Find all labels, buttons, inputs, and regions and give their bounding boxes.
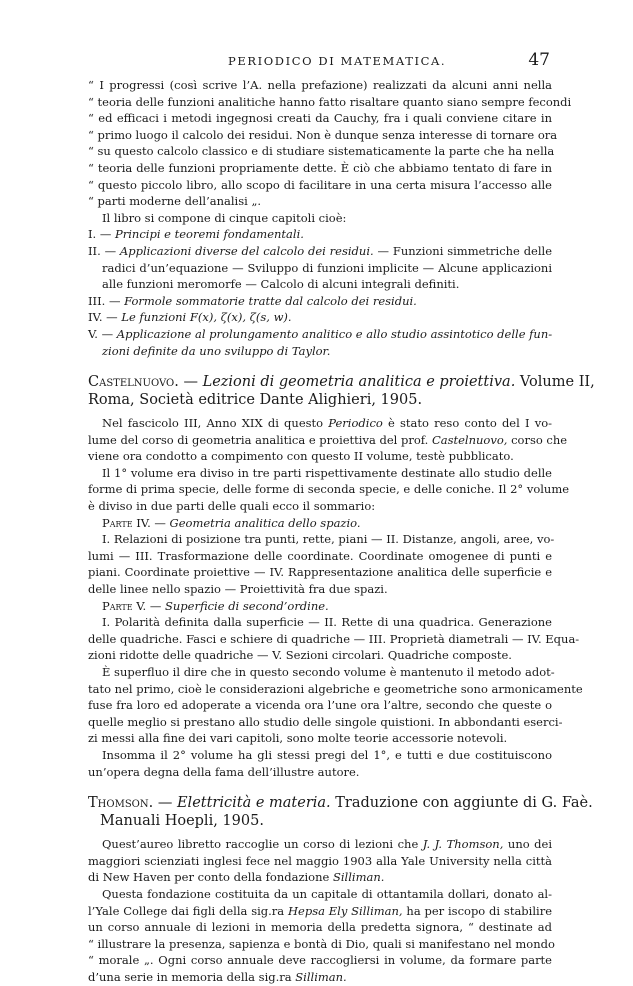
paragraph-line	[88, 869, 552, 886]
review-dash: —	[157, 795, 173, 812]
chapter-5-continued: zioni definite da uno sviluppo di Taylor.	[102, 343, 331, 358]
paragraph-line	[88, 836, 552, 853]
text-run: uno dei	[507, 837, 553, 852]
review-author: Castelnuovo.	[88, 374, 179, 391]
review-thomson	[88, 794, 593, 985]
chapter-2-continued: alle funzioni meromorfe — Calcolo di alcuni integrali definiti.	[102, 277, 460, 292]
chapters-intro: Il libro si compone di cinque capitoli cioè:	[102, 210, 347, 225]
text-run-italic: Castelnuovo,	[431, 432, 508, 447]
paragraph-line	[88, 432, 568, 449]
chapter-3	[88, 293, 552, 310]
review-heading	[88, 794, 593, 812]
paragraph-line: forme di prima specie, delle forme di seconda specie, e delle coniche. Il 2° volume	[88, 482, 570, 497]
paragraph-line: piani. Coordinate proiettive — IV. Rappresentazione analitica delle superficie e	[88, 565, 552, 580]
chapter-4	[88, 309, 552, 326]
chapter-number: IV. —	[88, 310, 118, 325]
paragraph-line: delle quadriche. Fasci e schiere di quadriche — III. Proprietà diametrali — IV. Equa-	[88, 631, 580, 646]
paragraph-line: fuse fra loro ed adoperate a vicenda ora l’une ora l’altre, secondo che queste o	[88, 698, 552, 713]
chapter-text: — Funzioni simmetriche delle	[377, 243, 553, 258]
review-title: Lezioni di geometria analitica e proiettiva.	[202, 374, 516, 391]
text-run-italic: Periodico	[328, 416, 383, 431]
page-body	[88, 77, 595, 986]
quote-line: “ teoria delle funzioni analitiche hanno fatto risaltare quanto siano sempre fecondi	[88, 94, 572, 109]
text-run: d’una serie in memoria della sig.ra	[88, 969, 292, 984]
text-run: lume del corso di geometria analitica e proiettiva del prof.	[88, 432, 429, 447]
quote-line: “ teoria delle funzioni propriamente dette. È ciò che abbiamo tentato di fare in	[88, 160, 552, 175]
review-author: Thomson.	[88, 795, 154, 812]
text-run: Quest’aureo libretto raccoglie un corso di lezioni che	[102, 837, 419, 852]
text-run-italic: Hepsa Ely Silliman,	[288, 903, 403, 918]
part-4-heading	[88, 515, 552, 532]
part-label: Parte V. —	[102, 598, 162, 613]
text-run-italic: J. J. Thomson,	[422, 837, 504, 852]
paragraph-line: “ illustrare la presenza, sapienza e bontà di Dio, quali si manifestano nel mondo	[88, 936, 555, 951]
paragraph-line: Il 1° volume era diviso in tre parti rispettivamente destinate allo studio delle	[102, 465, 552, 480]
text-run: l’Yale College dai figli della sig.ra	[88, 903, 285, 918]
paragraph-line: Questa fondazione costituita da un capitale di ottantamila dollari, donato al-	[102, 886, 552, 901]
text-run: ha per iscopo di stabilire	[406, 903, 552, 918]
paragraph-line: I. Polarità definita dalla superficie — II. Rette di una quadrica. Generazione	[102, 615, 552, 630]
review-publisher: Roma, Società editrice Dante Alighieri, 1905.	[88, 392, 423, 409]
quote-line: “ su questo calcolo classico e di studiare sistematicamente la parte che ha nella	[88, 144, 555, 159]
paragraph-line: è diviso in due parti delle quali ecco il sommario:	[88, 499, 376, 514]
paragraph-line: “ morale „. Ogni corso annuale deve raccogliersi in volume, da formare parte	[88, 953, 552, 968]
page-number: 47	[528, 50, 550, 70]
quote-line: “ questo piccolo libro, allo scopo di facilitare in una certa misura l’accesso alle	[88, 177, 552, 192]
paragraph-line	[88, 903, 552, 920]
paragraph-line: viene ora condotto a compimento con questo II volume, testè pubblicato.	[88, 449, 514, 464]
chapter-number: V. —	[88, 326, 114, 341]
part-5-heading	[88, 598, 552, 615]
chapter-title: Le funzioni F(x), ζ(x), ζ(s, w).	[121, 310, 292, 325]
part-title: Geometria analitica dello spazio.	[169, 515, 361, 530]
part-title: Superficie di second’ordine.	[165, 598, 329, 613]
text-run: è stato reso conto del I vo-	[388, 416, 553, 431]
text-run: di New Haven per conto della fondazione	[88, 870, 330, 885]
review-volume: Volume II,	[519, 374, 595, 391]
quote-line: “ primo luogo il calcolo dei residui. Non è dunque senza interesse di tornare ora	[88, 127, 558, 142]
chapter-5	[88, 326, 552, 343]
chapter-number: II. —	[88, 243, 117, 258]
chapter-2-continued: radici d’un’equazione — Sviluppo di funzioni implicite — Alcune applicazioni	[102, 260, 552, 275]
chapter-title: Applicazioni diverse del calcolo dei residui.	[119, 243, 374, 258]
paragraph-line: zioni ridotte delle quadriche — V. Sezioni circolari. Quadriche composte.	[88, 648, 512, 663]
chapter-title: Applicazione al prolungamento analitico e allo studio assintotico delle fun-	[116, 326, 553, 341]
review-publisher: Manuali Hoepli, 1905.	[100, 813, 264, 830]
paragraph-line: un corso annuale di lezioni in memoria della predetta signora, “ destinate ad	[88, 920, 552, 935]
quote-line: “ I progressi (così scrive l’A. nella prefazione) realizzati da alcuni anni nella	[88, 78, 552, 92]
paragraph-line: È superfluo il dire che in questo secondo volume è mantenuto il metodo adot-	[102, 665, 555, 679]
paragraph-line: zi messi alla fine dei vari capitoli, sono molte teorie accessorie notevoli.	[88, 731, 508, 746]
running-title: PERIODICO DI MATEMATICA.	[228, 54, 447, 68]
review-title: Elettricità e materia.	[176, 795, 331, 812]
text-run-italic: Silliman.	[332, 870, 385, 885]
review-subtitle: Traduzione con aggiunte di G. Faè.	[335, 795, 593, 812]
part-label: Parte IV. —	[102, 515, 166, 530]
paragraph-line: Insomma il 2° volume ha gli stessi pregi del 1°, e tutti e due costituiscono	[102, 747, 552, 762]
review-residui	[88, 77, 572, 359]
review-dash: —	[183, 374, 198, 391]
paragraph-line: lumi — III. Trasformazione delle coordinate. Coordinate omogenee di punti e	[88, 548, 552, 563]
chapter-number: I. —	[88, 227, 112, 242]
chapter-1	[88, 226, 552, 243]
paragraph-line: maggiori scienziati inglesi fece nel maggio 1903 alla Yale University nella città	[88, 853, 552, 868]
paragraph-line	[88, 969, 552, 986]
paragraph-line: tato nel primo, cioè le considerazioni algebriche e geometriche sono armonicamente	[88, 681, 583, 696]
text-run: corso che	[511, 432, 568, 447]
text-run: Nel fascicolo III, Anno XIX di questo	[102, 416, 324, 431]
chapter-number: III. —	[88, 293, 121, 308]
review-castelnuovo	[88, 373, 595, 780]
paragraph-line: delle linee nello spazio — Proiettività fra due spazi.	[88, 582, 388, 597]
paragraph-line: quelle meglio si prestano allo studio delle singole quistioni. In abbondanti eserci-	[88, 714, 563, 729]
chapter-title: Principi e teoremi fondamentali.	[115, 227, 304, 242]
text-run-italic: Silliman.	[295, 969, 347, 984]
paragraph-line	[88, 415, 552, 432]
quote-line: “ ed efficaci i metodi ingegnosi creati da Cauchy, fra i quali conviene citare in	[88, 111, 552, 126]
paragraph-line: I. Relazioni di posizione tra punti, rette, piani — II. Distanze, angoli, aree, vo-	[102, 532, 555, 547]
paragraph-line: un’opera degna della fama dell’illustre autore.	[88, 764, 360, 779]
review-heading	[88, 373, 595, 391]
chapter-2	[88, 243, 552, 260]
page-header	[110, 50, 550, 74]
quote-line: “ parti moderne dell’analisi „.	[88, 194, 262, 209]
chapter-title: Formole sommatorie tratte dal calcolo dei residui.	[124, 293, 417, 308]
